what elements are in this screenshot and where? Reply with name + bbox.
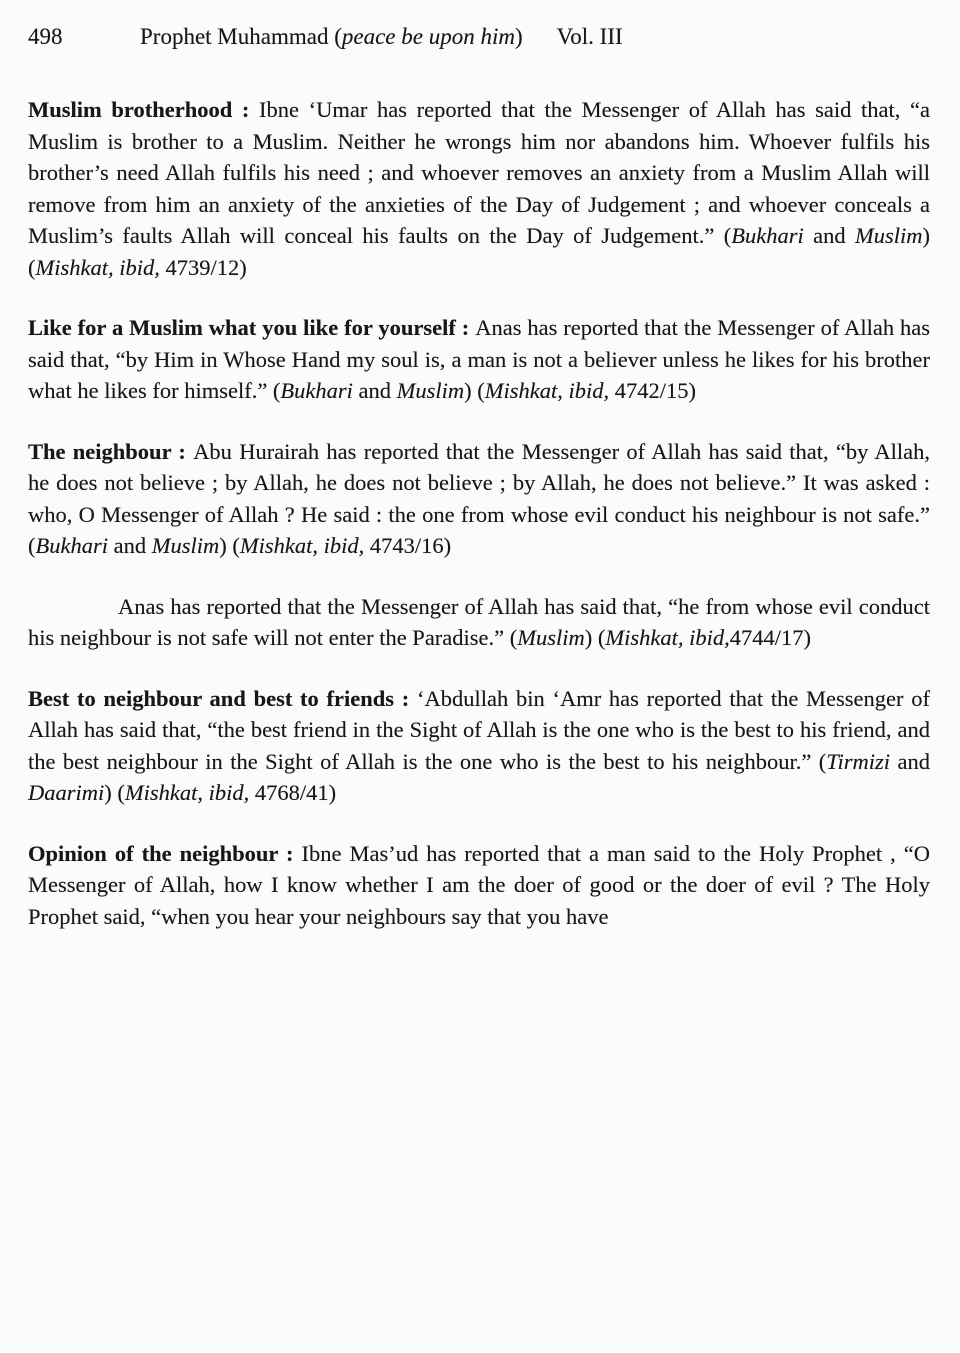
page-header [28, 22, 930, 52]
paragraph-best-to-neighbour: Best to neighbour and best to friends : ‘Abdullah bin ‘Amr has reported that the Messenger of Allah has said that, “the best friend in the Sight of Allah is the one who is the best to his friend, and the best neighbour in the Sight of Allah is the one who is the best to his neighbour.” (Tirmizi and Daarimi) (Mishkat, ibid, 4768/41) [28, 685, 930, 805]
volume-label: Vol. III [556, 24, 623, 49]
book-title [140, 22, 523, 52]
page-body [28, 94, 930, 932]
book-title-honorific: peace be upon him [341, 24, 515, 49]
paragraph-like-for-a-muslim: Like for a Muslim what you like for yourself : Anas has reported that the Messenger of Allah has said that, “by Him in Whose Hand my soul is, a man is not a believer unless he likes for his brother what he likes for himself.” (Bukhari and Muslim) (Mishkat, ibid, 4742/15) [28, 315, 931, 403]
page-number: 498 [28, 24, 63, 49]
paragraph-the-neighbour: The neighbour : Abu Hurairah has reported that the Messenger of Allah has said that, “by Allah, he does not believe ; by Allah, he does not believe ; by Allah, he does not believe.” It was asked : who, O Messenger of Allah ? He said : the one from whose evil conduct his neighbour is not safe.” (Bukhari and Muslim) (Mishkat, ibid, 4743/16) [28, 438, 930, 558]
book-title-text: Prophet Muhammad ( [140, 24, 342, 49]
paragraph-muslim-brotherhood: Muslim brotherhood : Ibne ‘Umar has reported that the Messenger of Allah has said that, “a Muslim is brother to a Muslim. Neither he wrongs him nor abandons him. Whoever fulfils his brother’s need Allah fulfils his need ; and whoever removes an anxiety from a Muslim Allah will remove from him an anxiety of the anxieties of the Day of Judgement ; and whoever conceals a Muslim’s faults Allah will conceal his faults on the Day of Judgement.” (Bukhari and Muslim) (Mishkat, ibid, 4739/12) [28, 97, 931, 280]
paragraph-anas-reported: Anas has reported that the Messenger of Allah has said that, “he from whose evil conduct his neighbour is not safe will not enter the Paradise.” (Muslim) (Mishkat, ibid,4744/17) [28, 593, 930, 650]
book-title-close: ) [514, 24, 523, 49]
paragraph-opinion-of-the-neighbour: Opinion of the neighbour : Ibne Mas’ud has reported that a man said to the Holy Prophet , “O Messenger of Allah, how I know whether I am the doer of good or the doer of evil ? The Holy Prophet said, “when you hear your neighbours say that you have [28, 840, 930, 929]
